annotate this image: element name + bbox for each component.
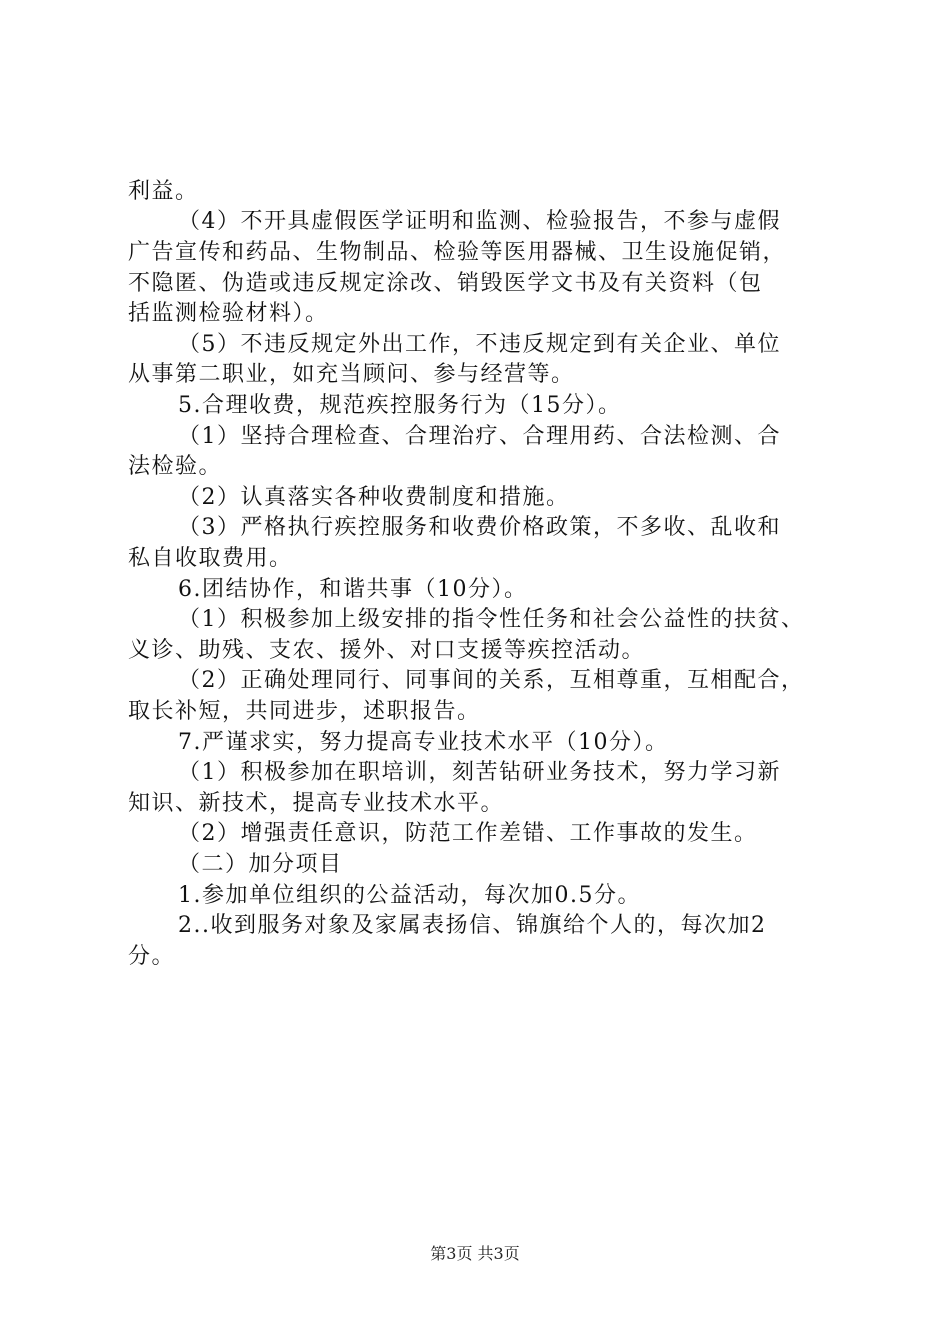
text-line: （2）增强责任意识，防范工作差错、工作事故的发生。: [178, 821, 758, 846]
text-line: 1.参加单位组织的公益活动，每次加0.5分。: [178, 883, 641, 908]
text-line: （2）正确处理同行、同事间的关系，互相尊重，互相配合，: [178, 668, 805, 693]
text-line: 法检验。: [128, 454, 223, 479]
section-heading: 5.合理收费，规范疾控服务行为（15分）。: [178, 393, 622, 418]
text-line: 括监测检验材料）。: [128, 301, 329, 326]
text-line: 私自收取费用。: [128, 546, 293, 571]
text-line: 不隐匿、伪造或违反规定涂改、销毁医学文书及有关资料（包: [128, 271, 763, 296]
page-number-footer: 第3页 共3页: [430, 1244, 520, 1263]
text-line: 取长补短，共同进步，述职报告。: [128, 699, 481, 724]
section-heading: 6.团结协作，和谐共事（10分）。: [178, 577, 528, 602]
text-line: （5）不违反规定外出工作，不违反规定到有关企业、单位: [178, 332, 781, 357]
text-line: 2..收到服务对象及家属表扬信、锦旗给个人的，每次加2: [178, 913, 767, 938]
text-line: 利益。: [128, 179, 199, 204]
text-line: 从事第二职业，如充当顾问、参与经营等。: [128, 362, 575, 387]
text-line: （3）严格执行疾控服务和收费价格政策，不多收、乱收和: [178, 515, 781, 540]
text-line: 分。: [128, 944, 176, 969]
text-line: （1）坚持合理检查、合理治疗、合理用药、合法检测、合: [178, 424, 781, 449]
text-line: （4）不开具虚假医学证明和监测、检验报告，不参与虚假: [178, 209, 781, 234]
text-line: 知识、新技术，提高专业技术水平。: [128, 791, 505, 816]
section-heading: 7.严谨求实，努力提高专业技术水平（10分）。: [178, 730, 669, 755]
text-line: （2）认真落实各种收费制度和措施。: [178, 485, 570, 510]
text-line: 广告宣传和药品、生物制品、检验等医用器械、卫生设施促销，: [128, 240, 787, 265]
section-heading: （二）加分项目: [178, 852, 343, 877]
text-line: （1）积极参加在职培训，刻苦钻研业务技术，努力学习新: [178, 760, 781, 785]
text-line: （1）积极参加上级安排的指令性任务和社会公益性的扶贫、: [178, 607, 805, 632]
text-line: 义诊、助残、支农、援外、对口支援等疾控活动。: [128, 638, 646, 663]
